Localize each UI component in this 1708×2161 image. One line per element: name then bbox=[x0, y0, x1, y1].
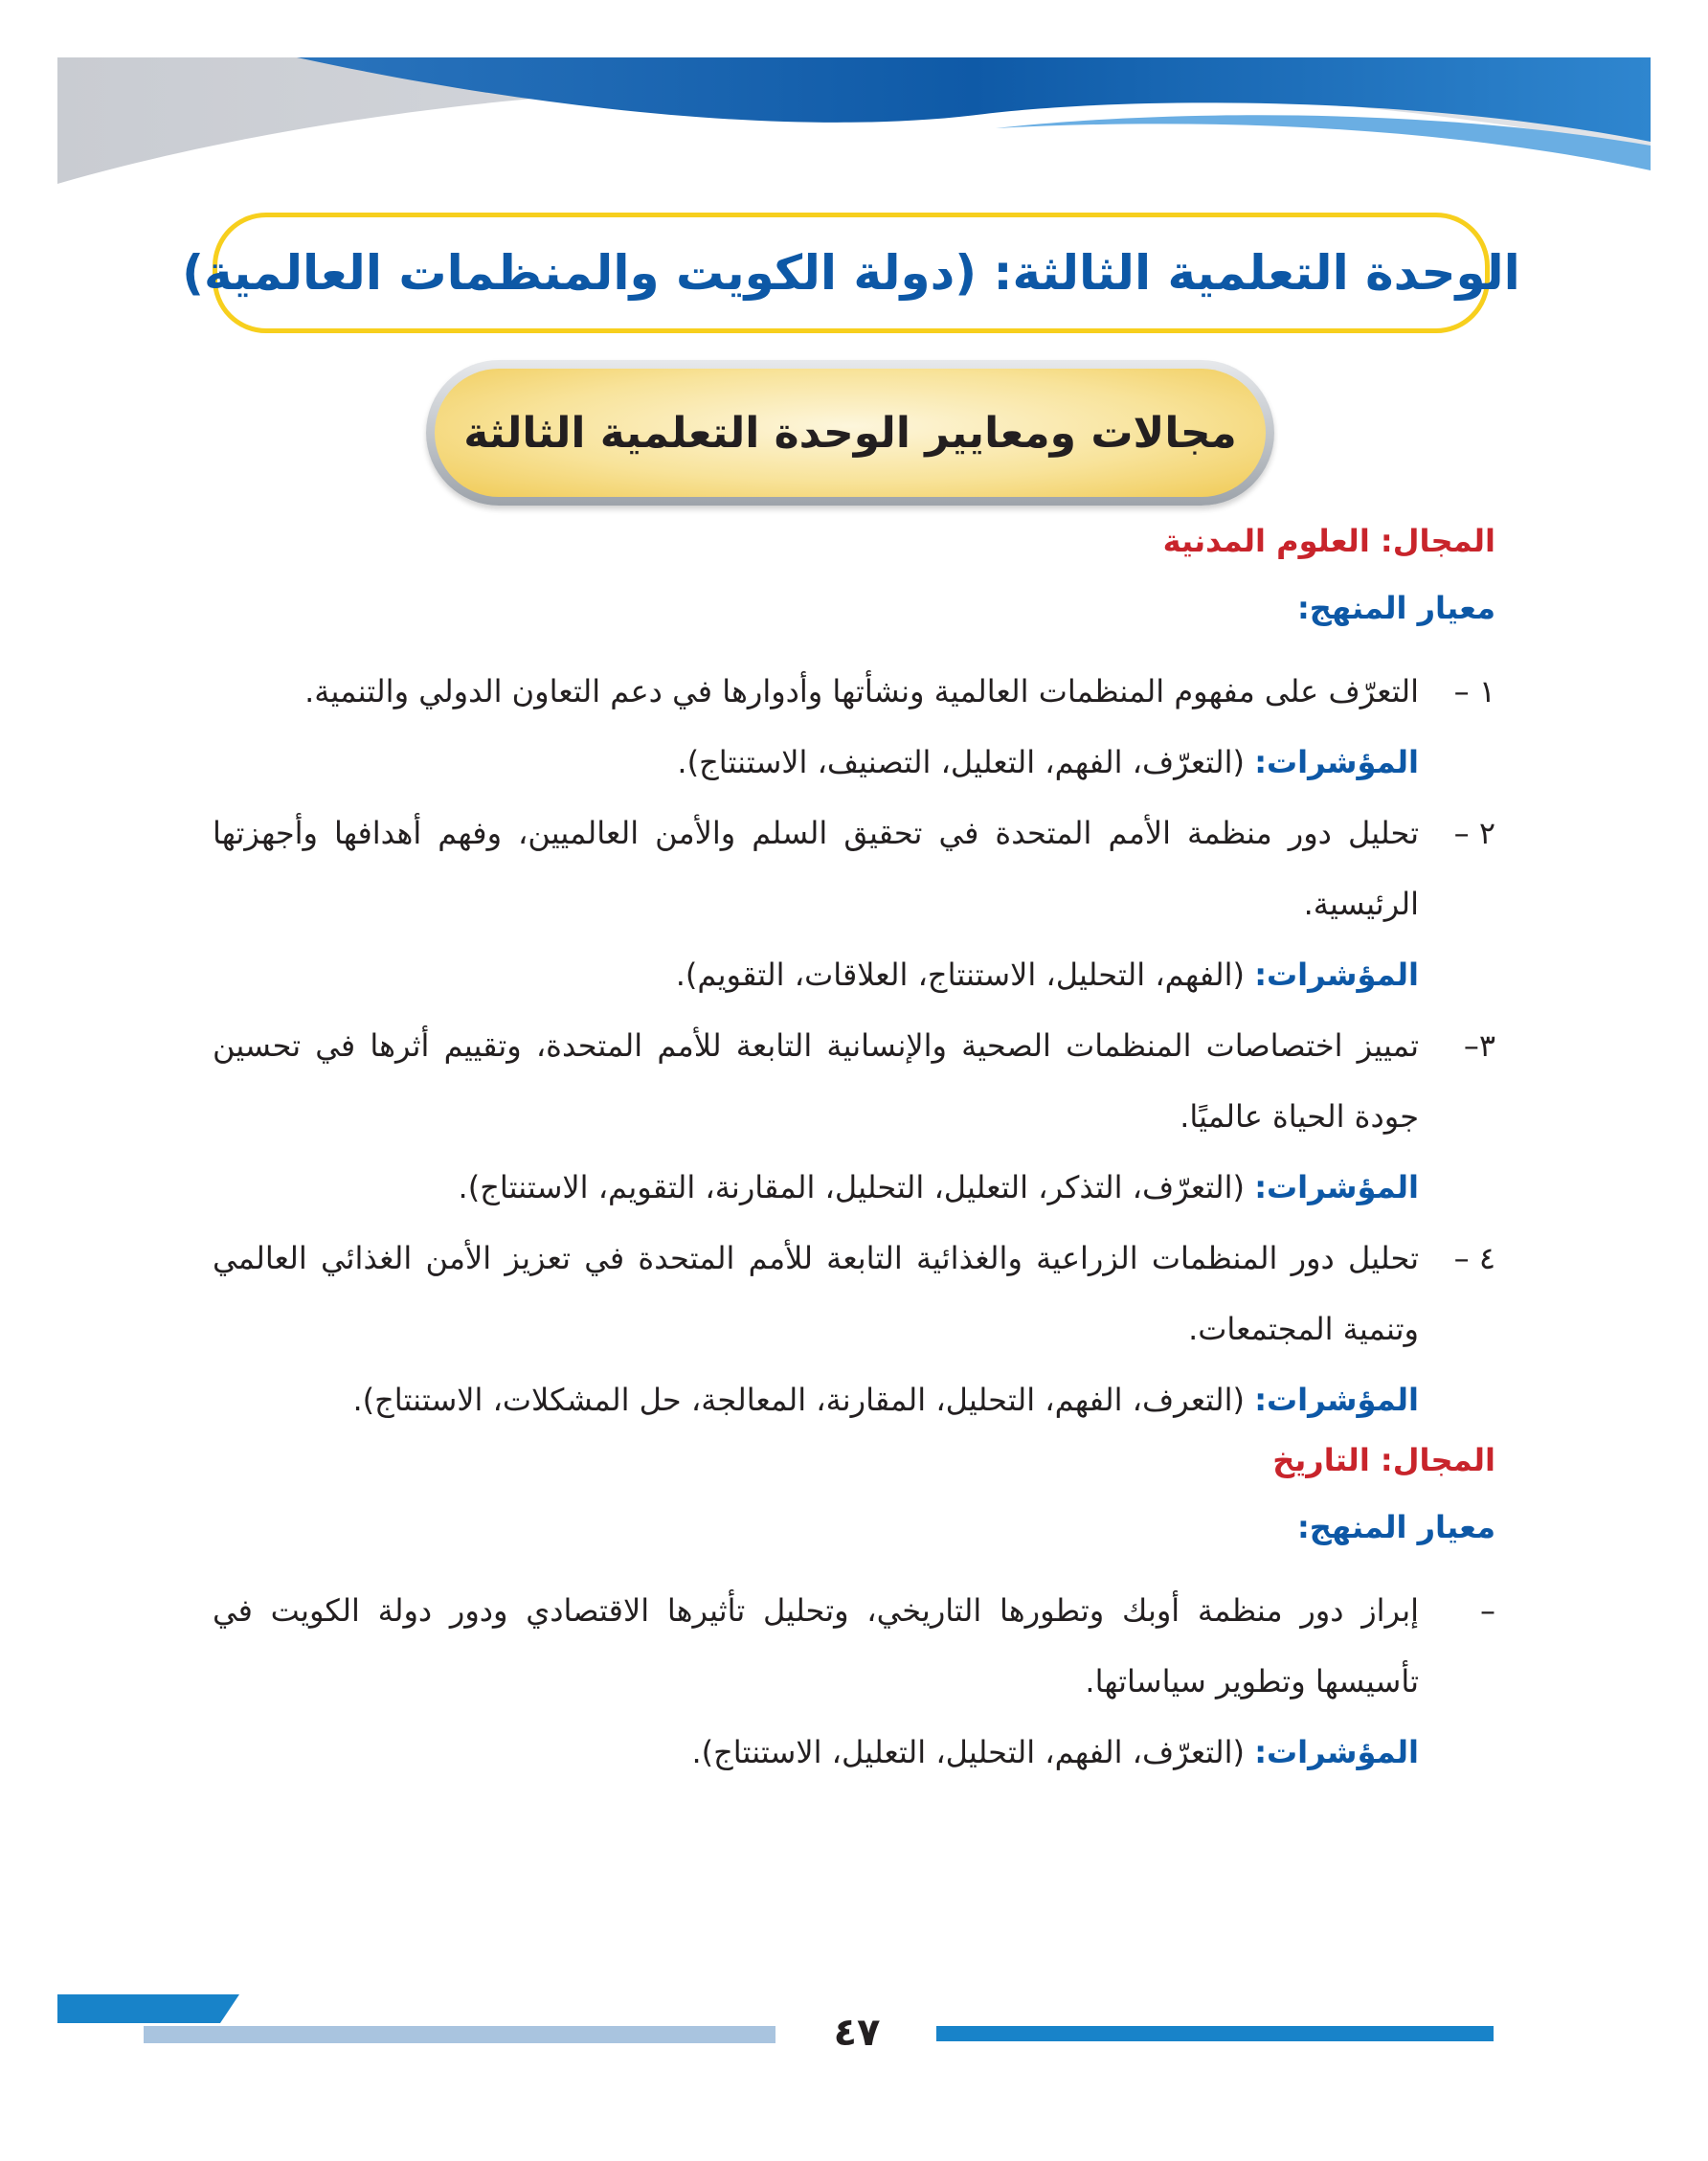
item-number: ٣– bbox=[1463, 1027, 1495, 1064]
domain-heading-civics: المجال: العلوم المدنية bbox=[1162, 523, 1495, 559]
item-number: ٤ – bbox=[1453, 1240, 1495, 1276]
footer-divider-right bbox=[936, 2026, 1494, 2041]
indicators-label: المؤشرات: bbox=[1254, 1169, 1419, 1205]
indicators-line bbox=[213, 1717, 1495, 1788]
indicators-line bbox=[213, 1152, 1495, 1223]
item-number: ١ – bbox=[1453, 673, 1495, 709]
footer-divider-left bbox=[144, 2026, 775, 2043]
standard-item bbox=[213, 1223, 1495, 1364]
standard-label: معيار المنهج: bbox=[1297, 590, 1495, 626]
footer-accent-bar bbox=[57, 1994, 239, 2023]
indicators-text: (الفهم، التحليل، الاستنتاج، العلاقات، التقويم). bbox=[675, 957, 1246, 993]
main-content bbox=[213, 522, 1495, 1788]
standard-label: معيار المنهج: bbox=[1297, 1509, 1495, 1545]
indicators-text: (التعرّف، التذكر، التعليل، التحليل، المقارنة، التقويم، الاستنتاج). bbox=[458, 1169, 1246, 1205]
indicators-label: المؤشرات: bbox=[1254, 1734, 1419, 1770]
standard-item bbox=[213, 1010, 1495, 1152]
standard-item bbox=[213, 798, 1495, 939]
indicators-label: المؤشرات: bbox=[1254, 744, 1419, 780]
item-text: التعرّف على مفهوم المنظمات العالمية ونشأتها وأدوارها في دعم التعاون الدولي والتنمية. bbox=[304, 673, 1419, 709]
standard-item bbox=[213, 1575, 1495, 1717]
indicators-line bbox=[213, 939, 1495, 1010]
indicators-text: (التعرّف، الفهم، التعليل، التصنيف، الاستنتاج). bbox=[677, 744, 1246, 780]
indicators-text: (التعرف، الفهم، التحليل، المقارنة، المعالجة، حل المشكلات، الاستنتاج). bbox=[352, 1382, 1246, 1418]
standard-item bbox=[213, 656, 1495, 727]
item-text: تحليل دور منظمة الأمم المتحدة في تحقيق السلم والأمن العالميين، وفهم أهدافها وأجهزتها الرئيسية. bbox=[213, 815, 1419, 922]
item-number: ٢ – bbox=[1453, 815, 1495, 851]
page-number: ٤٧ bbox=[833, 2011, 881, 2055]
item-bullet: – bbox=[1480, 1592, 1495, 1629]
header-wave-banner bbox=[57, 57, 1651, 191]
indicators-label: المؤشرات: bbox=[1254, 957, 1419, 993]
section-title-pill-inner bbox=[435, 369, 1266, 497]
item-text: تمييز اختصاصات المنظمات الصحية والإنسانية التابعة للأمم المتحدة، وتقييم أثرها في تحسين جودة الحياة عالميًا. bbox=[213, 1027, 1419, 1135]
indicators-line bbox=[213, 1364, 1495, 1435]
unit-title-frame bbox=[182, 213, 1520, 333]
unit-title: الوحدة التعلمية الثالثة: (دولة الكويت والمنظمات العالمية) bbox=[182, 245, 1520, 301]
domain-heading-history: المجال: التاريخ bbox=[1272, 1442, 1495, 1478]
indicators-line bbox=[213, 727, 1495, 798]
item-text: إبراز دور منظمة أوبك وتطورها التاريخي، وتحليل تأثيرها الاقتصادي ودور دولة الكويت في تأسيسها وتطوير سياساتها. bbox=[213, 1592, 1419, 1700]
section-title: مجالات ومعايير الوحدة التعلمية الثالثة bbox=[463, 408, 1237, 458]
item-text: تحليل دور المنظمات الزراعية والغذائية التابعة للأمم المتحدة في تعزيز الأمن الغذائي العالمي وتنمية المجتمعات. bbox=[213, 1240, 1419, 1347]
indicators-text: (التعرّف، الفهم، التحليل، التعليل، الاستنتاج). bbox=[691, 1734, 1246, 1770]
section-title-pill bbox=[426, 360, 1274, 506]
indicators-label: المؤشرات: bbox=[1254, 1382, 1419, 1418]
